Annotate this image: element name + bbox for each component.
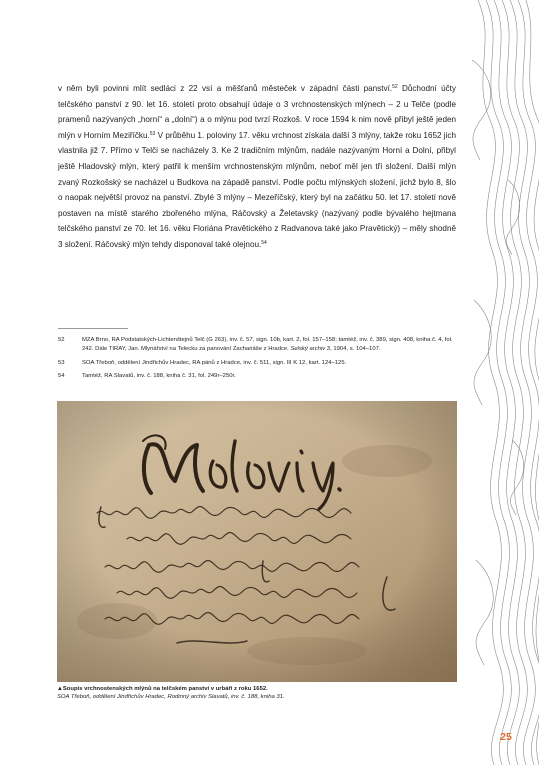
paragraph-segment: V průběhu 1. poloviny 17. věku vrchnost získala další 3 mlýny, takže roku 1652 jich vlastnila již 7. Přímo v Telči se nacházely 3. Ke 2 tradičním mlýnům, nadále nazývaným Horní a Dolní, přibyl ještě Hladovský mlýn, který patřil k menším vrchnostenským mlýnům, neboť měl jen tři složení. Další mlýn zvaný Rozkošský se nacházel u Budkova na západě panství. Podle počtu mlýnských složení, jichž bylo 8, šlo o naopak největší provoz na panství. Zbylé 3 mlýny – Mezeříčský, který byl na začátku 50. let 17. století nově postaven na místě starého zbořeného mlýna, Ráčovský a Želetavský (nazývaný podle bývalého hejtmana telčského panství ze 70. let 16. věku Floriána Pravětického z Radvanova také jako Pravětický) – měly shodně 3 složení. Ráčovský mlýn tehdy disponoval také olejnou. [58,130,456,249]
footnote-number: 53 [58,359,65,366]
footnote-text: Tamtéž, RA Slavatů, inv. č. 188, kniha č. 31, fol. 249r–250r. [82,372,236,379]
footnote-item [58,372,456,381]
footnote-number: 54 [58,372,65,379]
manuscript-photo [57,401,457,682]
footnote-divider [58,328,128,329]
footnote-ref: 53 [149,130,156,137]
caption-title: ▲Soupis vrchnostenských mlýnů na telčském panství v urbáři z roku 1652. [57,686,268,692]
paragraph-segment: Důchodní účty telčského panství z 90. let 16. století proto obsahují údaje o 3 vrchnostenských mlýnech – 2 u Telče (podle pramenů nazývaných „horní“ a „dolní“) a o mlýnu pod tvrzí Rozkoš. V roce 1594 k nim nově přibyl ještě jeden mlýn v Horním Meziříčku. [58,84,456,140]
main-paragraph [58,81,456,253]
page-number: 25 [500,731,512,743]
figure-caption [57,685,457,701]
footnotes [58,336,456,385]
manuscript-image [57,401,457,682]
footnote-italic-title: Selský archiv [290,346,326,353]
footnote-item [58,336,456,355]
footnote-ref: 54 [261,239,267,246]
topographic-contour-decoration [468,0,539,765]
footnote-text-tail: 3, 1904, s. 104–107. [325,346,381,353]
footnote-text: SOA Třeboň, oddělení Jindřichův Hradec, RA pánů z Hradce, inv. č. 511, sign. III K 12, kart. 124–125. [82,359,347,366]
caption-source: SOA Třeboň, oddělení Jindřichův Hradec, Rodinný archiv Slavatů, inv. č. 188, kniha 31. [57,694,285,700]
footnote-text: MZA Brno, RA Podstatských-Lichtenštejnů Telč (G 263), inv. č. 57, sign. 10b, kart. 2, fol. 157–158; tamtéž, inv. č. 389, sign. 408, kniha č. 4, fol. 242. Dále TIRAY, Jan. Mlynářství na Telecku za panování Zachariáše z Hradce. [82,337,453,353]
paragraph-segment: v něm byli povinni mlít sedláci z 22 vsí a měšťanů městeček v západní části panství. [58,84,393,93]
footnote-ref: 52 [392,84,398,90]
footnote-number: 52 [58,337,65,343]
footnote-item [58,359,456,368]
